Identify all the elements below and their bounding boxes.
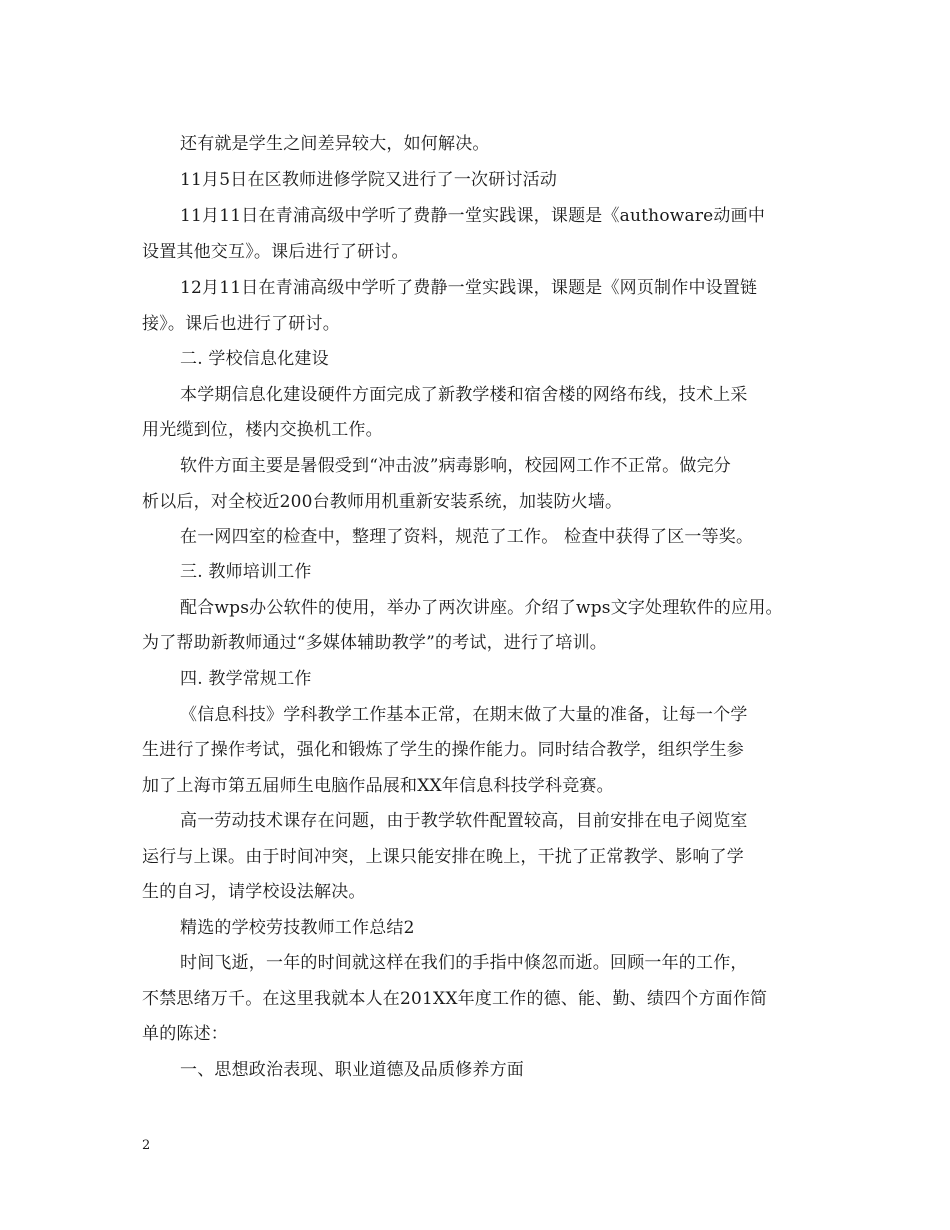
paragraph-line: 软件方面主要是暑假受到“冲击波”病毒影响，校园网工作不正常。做完分 [180, 456, 731, 476]
paragraph-line: 生的自习，请学校设法解决。 [142, 882, 366, 902]
paragraph-line: 析以后，对全校近200台教师用机重新安装系统，加装防火墙。 [142, 492, 623, 512]
paragraph-line: 运行与上课。由于时间冲突，上课只能安排在晚上，干扰了正常教学、影响了学 [142, 847, 744, 867]
paragraph-line: 单的陈述： [142, 1024, 228, 1044]
section-heading: 二. 学校信息化建设 [180, 349, 329, 369]
paragraph-line: 配合wps办公软件的使用，举办了两次讲座。介绍了wps文字处理软件的应用。 [180, 598, 783, 618]
paragraph-line: 《信息科技》学科教学工作基本正常，在期末做了大量的准备，让每一个学 [180, 705, 748, 725]
section-heading: 一、思想政治表现、职业道德及品质修养方面 [180, 1060, 524, 1080]
paragraph-line: 本学期信息化建设硬件方面完成了新教学楼和宿舍楼的网络布线，技术上采 [180, 385, 748, 405]
paragraph-line: 在一网四室的检查中，整理了资料，规范了工作。 检查中获得了区一等奖。 [180, 527, 754, 547]
paragraph-line: 为了帮助新教师通过“多媒体辅助教学”的考试，进行了培训。 [142, 633, 607, 653]
paragraph-line: 加了上海市第五届师生电脑作品展和XX年信息科技学科竞赛。 [142, 776, 614, 796]
paragraph-line: 生进行了操作考试，强化和锻炼了学生的操作能力。同时结合教学，组织学生参 [142, 740, 744, 760]
section-heading: 精选的学校劳技教师工作总结2 [180, 918, 415, 938]
paragraph-line: 高一劳动技术课存在问题，由于教学软件配置较高，目前安排在电子阅览室 [180, 811, 748, 831]
paragraph-line: 接》。课后也进行了研讨。 [142, 314, 340, 334]
paragraph-line: 11月5日在区教师进修学院又进行了一次研讨活动 [180, 170, 558, 190]
section-heading: 三. 教师培训工作 [180, 562, 312, 582]
page-number: 2 [142, 1138, 151, 1153]
paragraph-line: 不禁思绪万千。在这里我就本人在201XX年度工作的德、能、勤、绩四个方面作简 [142, 989, 768, 1009]
paragraph-line: 设置其他交互》。课后进行了研讨。 [142, 242, 409, 262]
paragraph-line: 11月11日在青浦高级中学听了费静一堂实践课，课题是《authoware动画中 [180, 206, 766, 226]
paragraph-line: 用光缆到位，楼内交换机工作。 [142, 420, 383, 440]
paragraph-line: 12月11日在青浦高级中学听了费静一堂实践课，课题是《网页制作中设置链 [180, 278, 758, 298]
section-heading: 四. 教学常规工作 [180, 669, 312, 689]
paragraph-line: 还有就是学生之间差异较大，如何解决。 [180, 134, 490, 154]
paragraph-line: 时间飞逝，一年的时间就这样在我们的手指中倏忽而逝。回顾一年的工作， [180, 953, 748, 973]
